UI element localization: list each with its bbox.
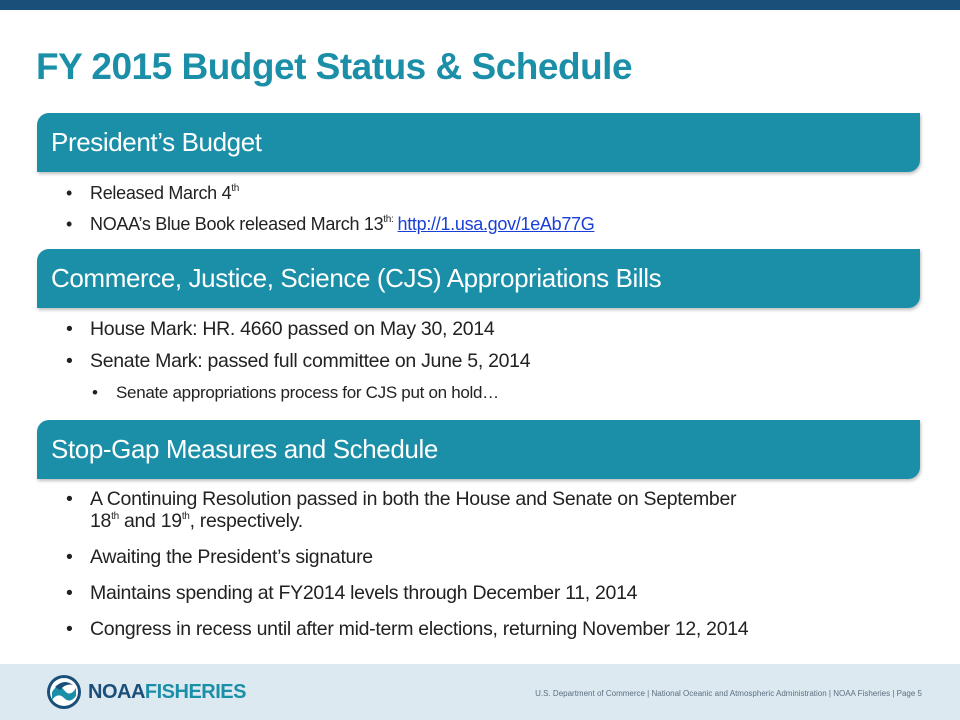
list-item: • Senate Mark: passed full committee on June 5, 2014 [66,350,926,372]
list-item: • Awaiting the President’s signature [66,546,926,568]
sub-list-item: • Senate appropriations process for CJS put on hold… [66,382,926,404]
section-header-cjs-bills: Commerce, Justice, Science (CJS) Appropriations Bills [37,249,920,308]
list-item: • Maintains spending at FY2014 levels through December 11, 2014 [66,582,926,604]
noaa-logo-icon [46,674,82,710]
section-header-stop-gap: Stop-Gap Measures and Schedule [37,420,920,479]
list-item: • NOAA’s Blue Book released March $13^{th:}$ http://1.usa.gov/1eAb77G [66,213,926,235]
footer [0,664,960,720]
list-item: • A Continuing Resolution passed in both the House and Senate on September 18th and 19th, respectively. [66,488,926,532]
list-item: • Congress in recess until after mid-term elections, returning November 12, 2014 [66,618,926,640]
list-item: • House Mark: HR. 4660 passed on May 30, 2014 [66,318,926,340]
bullet-list-presidents-budget [66,182,926,235]
blue-book-link[interactable]: http://1.usa.gov/1eAb77G [397,214,595,234]
slide-title: FY 2015 Budget Status & Schedule [36,46,633,87]
list-item: • Released March 4th [66,182,926,204]
noaa-fisheries-wordmark: NOAAFISHERIES [88,681,246,703]
section-header-presidents-budget: President’s Budget [37,113,920,172]
bullet-list-stop-gap [66,488,926,640]
top-accent-bar [0,0,960,10]
bullet-list-cjs-bills [66,318,926,404]
footer-text: U.S. Department of Commerce | National Oceanic and Atmospheric Administration | NOAA Fisheries | Page 5 [535,689,922,698]
